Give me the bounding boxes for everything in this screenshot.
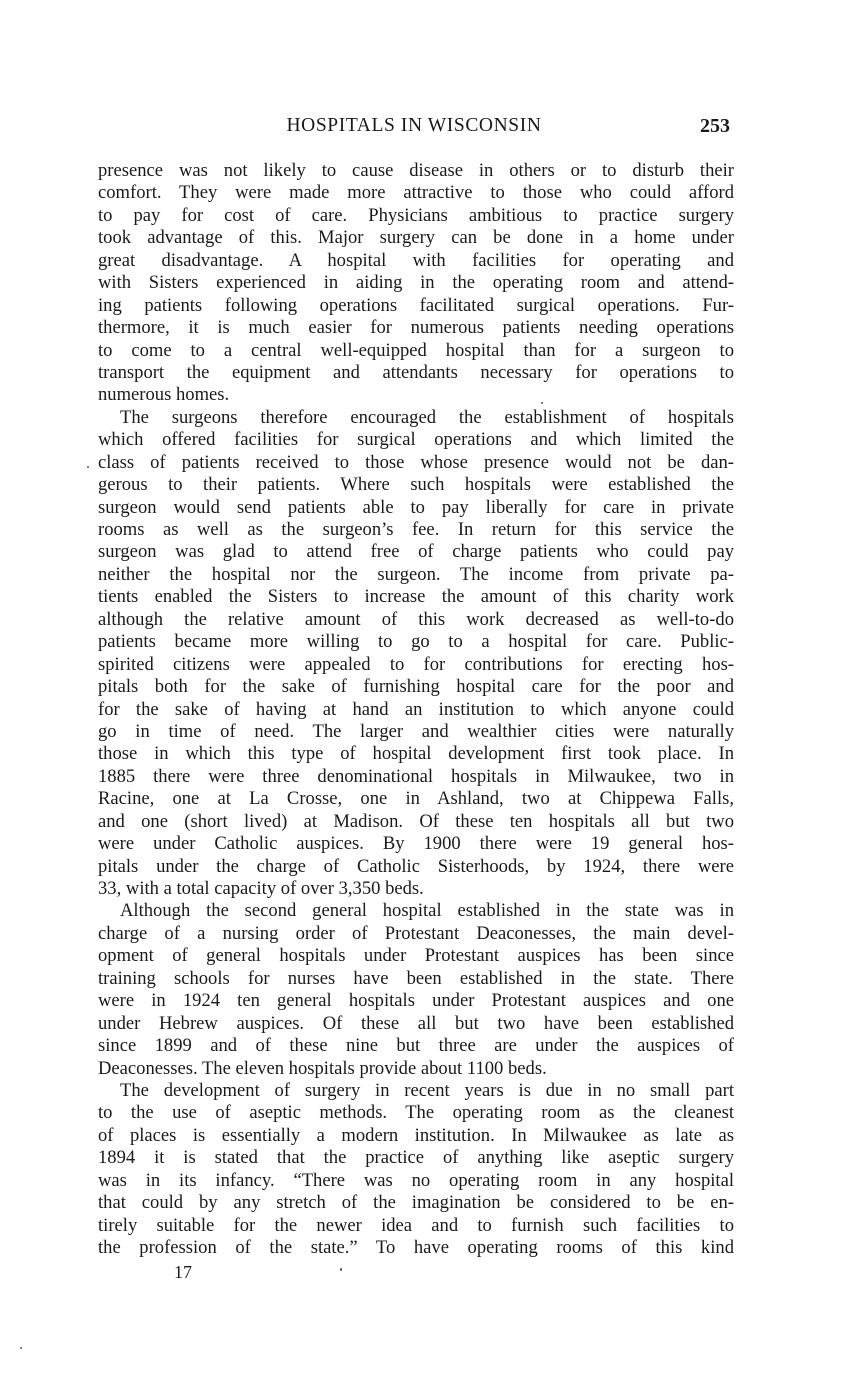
text-line: 1894 it is stated that the practice of anything like aseptic surgery <box>98 1147 734 1169</box>
text-line: although the relative amount of this work decreased as well-to-do <box>98 608 734 630</box>
text-line: charge of a nursing order of Protestant Deaconesses, the main devel- <box>98 922 734 944</box>
text-line: those in which this type of hospital development first took place. In <box>98 743 734 765</box>
text-line: great disadvantage. A hospital with facilities for operating and <box>98 249 734 271</box>
text-line: the profession of the state.” To have operating rooms of this kind <box>98 1237 734 1258</box>
text-line: to come to a central well-equipped hospital than for a surgeon to <box>98 339 734 361</box>
print-blemish <box>87 466 89 468</box>
text-line: 1885 there were three denominational hospitals in Milwaukee, two in <box>98 765 734 787</box>
text-line: class of patients received to those whose presence would not be dan- <box>98 451 734 473</box>
page-number: 253 <box>700 115 730 137</box>
signature-mark: 17 <box>174 1262 192 1282</box>
text-line: of places is essentially a modern institution. In Milwaukee as late as <box>98 1124 734 1146</box>
text-line: was in its infancy. “There was no operating room in any hospital <box>98 1169 734 1191</box>
running-header <box>98 112 730 140</box>
text-line: presence was not likely to cause disease in others or to disturb their <box>98 160 734 181</box>
text-line: under Hebrew auspices. Of these all but two have been established <box>98 1012 734 1034</box>
text-line: to pay for cost of care. Physicians ambitious to practice surgery <box>98 204 734 226</box>
text-line: tirely suitable for the newer idea and to furnish such facilities to <box>98 1214 734 1236</box>
text-line: since 1899 and of these nine but three are under the auspices of <box>98 1035 734 1057</box>
text-line: rooms as well as the surgeon’s fee. In return for this service the <box>98 519 734 540</box>
text-line: and one (short lived) at Madison. Of these ten hospitals all but two <box>98 810 734 832</box>
text-line: gerous to their patients. Where such hospitals were established the <box>98 474 734 496</box>
text-line: go in time of need. The larger and wealthier cities were naturally <box>98 720 734 742</box>
text-line: surgeon would send patients able to pay liberally for care in private <box>98 496 734 518</box>
text-line: with Sisters experienced in aiding in the operating room and attend- <box>98 272 734 294</box>
text-line: opment of general hospitals under Protestant auspices has been since <box>98 945 734 967</box>
text-line: patients became more willing to go to a hospital for care. Public- <box>98 631 734 653</box>
print-blemish <box>340 1268 342 1271</box>
print-blemish <box>541 402 543 404</box>
text-line: were under Catholic auspices. By 1900 there were 19 general hos- <box>98 833 734 855</box>
text-line: took advantage of this. Major surgery can be done in a home under <box>98 227 734 249</box>
text-line: comfort. They were made more attractive to those who could afford <box>98 182 734 204</box>
text-line: thermore, it is much easier for numerous patients needing operations <box>98 317 734 339</box>
text-line: that could by any stretch of the imagination be considered to be en- <box>98 1192 734 1214</box>
text-line: to the use of aseptic methods. The operating room as the cleanest <box>98 1102 734 1124</box>
text-line: pitals both for the sake of furnishing hospital care for the poor and <box>98 676 734 698</box>
paragraph-start-line: The surgeons therefore encouraged the establishment of hospitals <box>120 406 734 428</box>
text-line: for the sake of having at hand an institution to which anyone could <box>98 698 734 720</box>
text-line: Racine, one at La Crosse, one in Ashland, two at Chippewa Falls, <box>98 788 734 810</box>
text-line: spirited citizens were appealed to for contributions for erecting hos- <box>98 653 734 675</box>
paragraph-end-line: 33, with a total capacity of over 3,350 beds. <box>98 878 424 899</box>
paragraph-end-line: Deaconesses. The eleven hospitals provide about 1100 beds. <box>98 1057 547 1079</box>
running-title: HOSPITALS IN WISCONSIN <box>286 115 542 136</box>
text-line: pitals under the charge of Catholic Sisterhoods, by 1924, there were <box>98 855 734 877</box>
text-line: tients enabled the Sisters to increase the amount of this charity work <box>98 586 734 608</box>
print-blemish <box>20 1347 22 1349</box>
body-text <box>98 160 734 1259</box>
paragraph-start-line: Although the second general hospital established in the state was in <box>120 900 734 922</box>
text-line: training schools for nurses have been established in the state. There <box>98 967 734 989</box>
text-line: which offered facilities for surgical operations and which limited the <box>98 429 734 451</box>
text-line: transport the equipment and attendants necessary for operations to <box>98 361 734 383</box>
paragraph-start-line: The development of surgery in recent years is due in no small part <box>120 1079 734 1101</box>
paragraph-end-line: numerous homes. <box>98 384 230 406</box>
text-line: were in 1924 ten general hospitals under Protestant auspices and one <box>98 990 734 1012</box>
text-line: ing patients following operations facilitated surgical operations. Fur- <box>98 294 734 316</box>
text-line: neither the hospital nor the surgeon. The income from private pa- <box>98 563 734 585</box>
text-line: surgeon was glad to attend free of charge patients who could pay <box>98 541 734 563</box>
